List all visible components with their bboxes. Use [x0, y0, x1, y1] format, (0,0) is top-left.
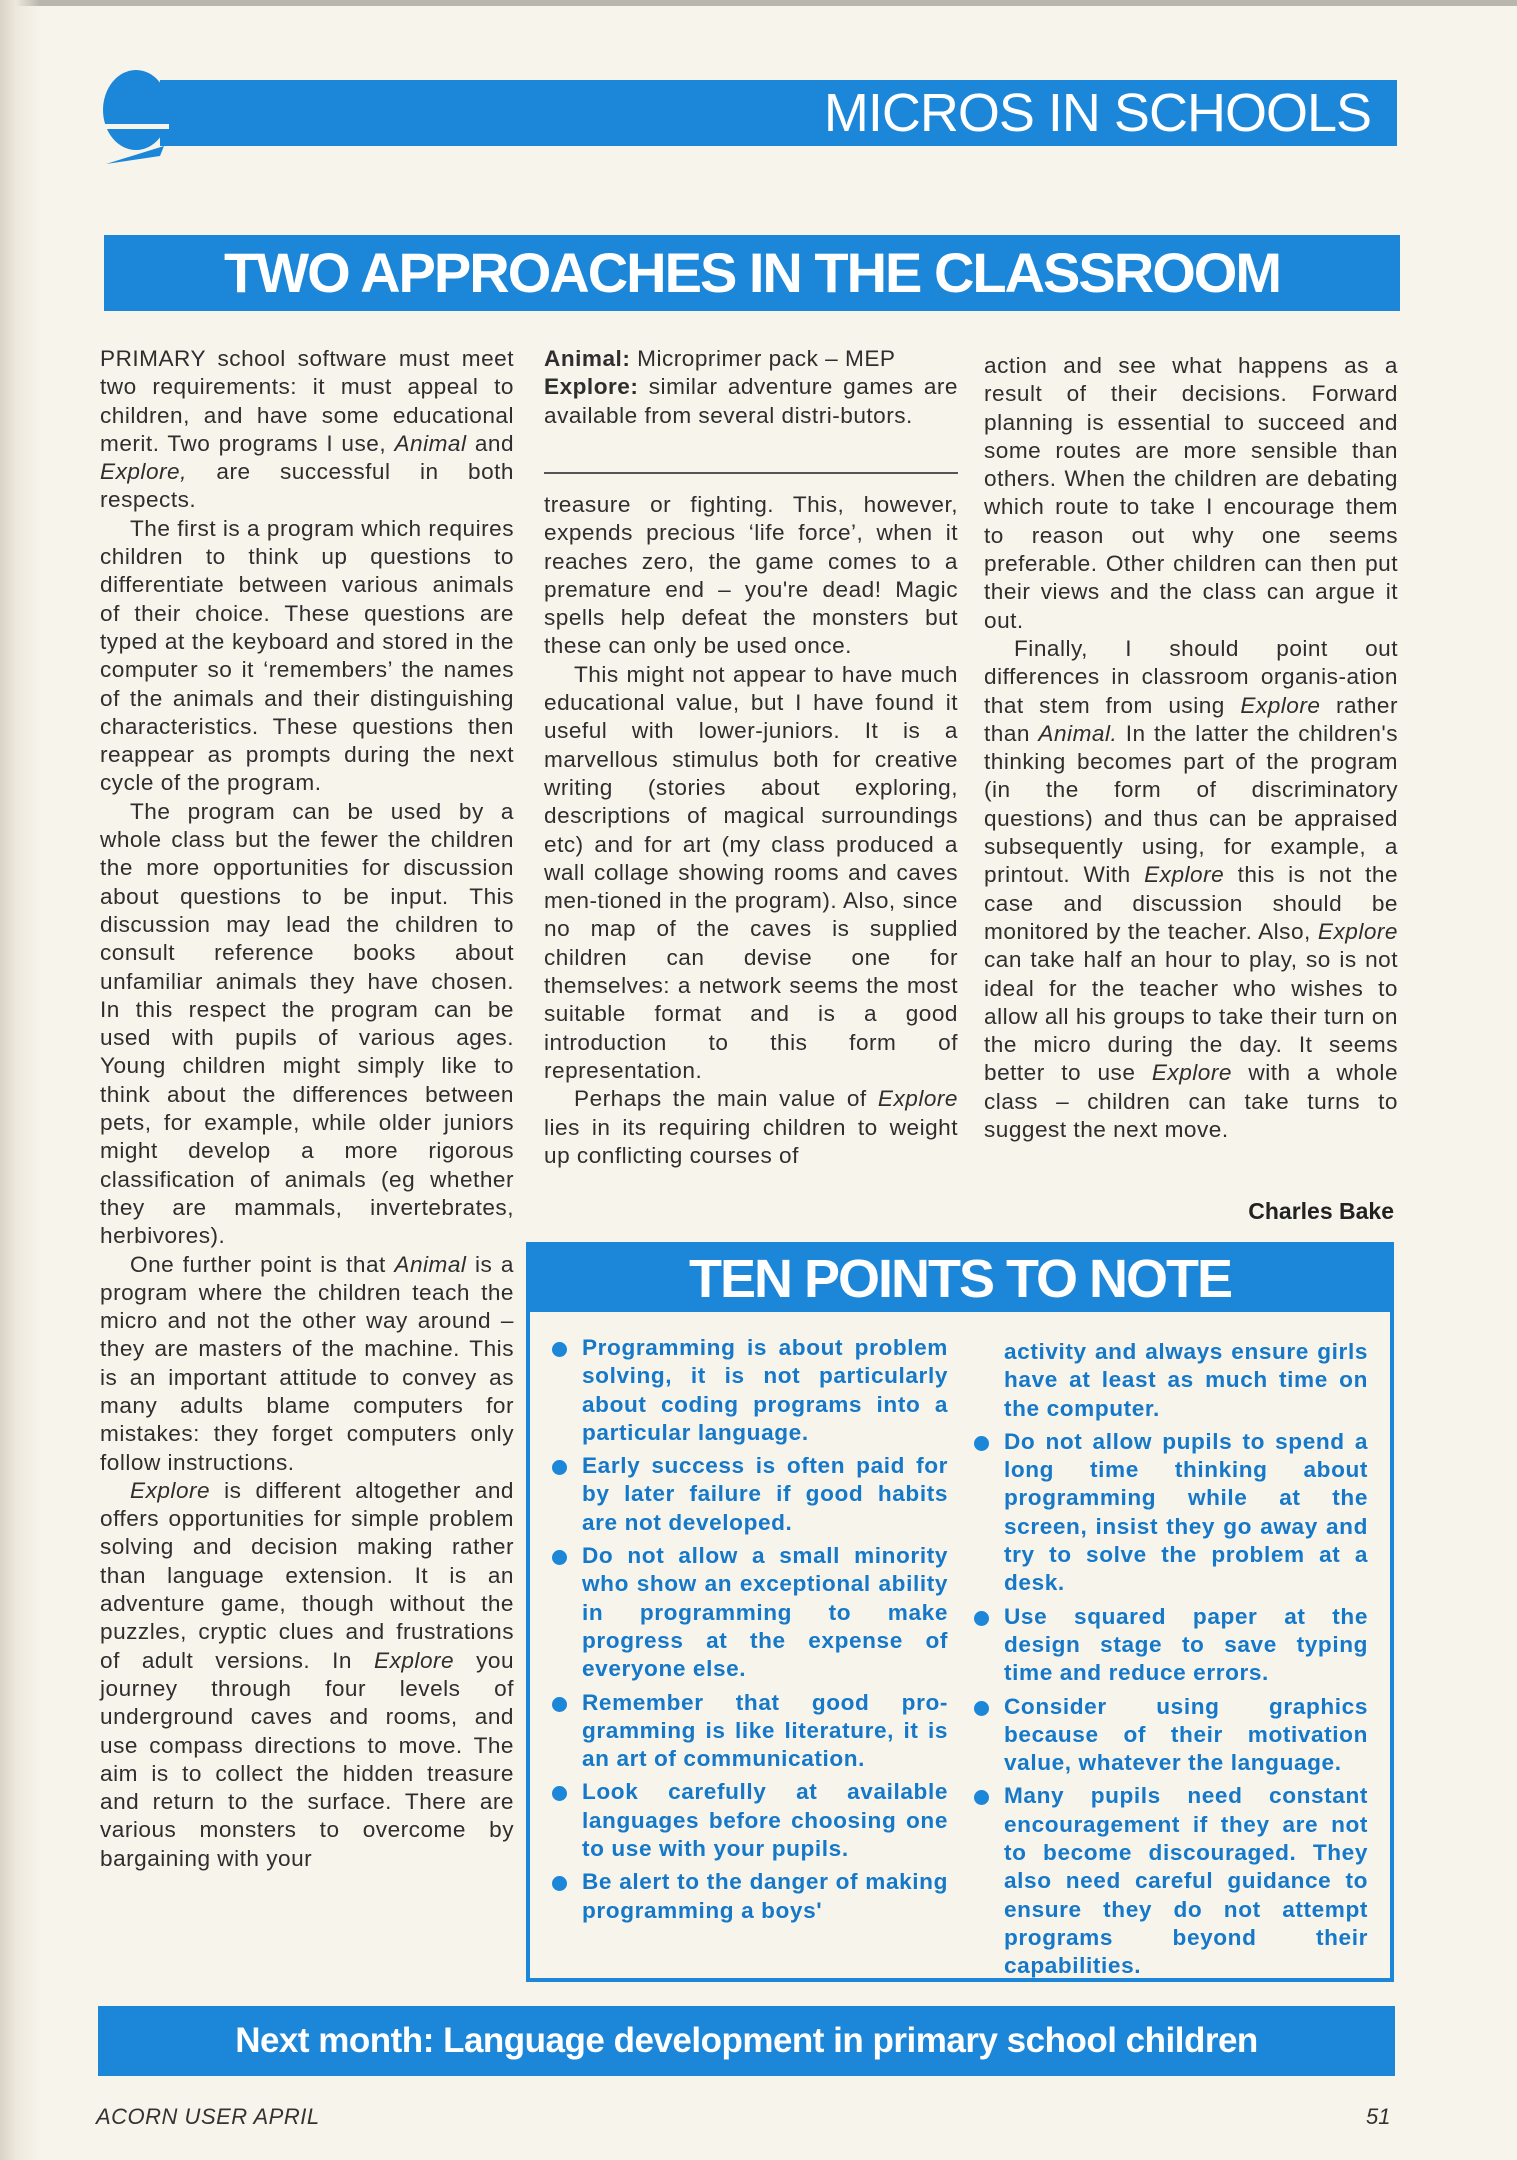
article-column-1: [100, 345, 514, 1873]
paragraph-decisions: action and see what happens as a result of their decisions. Forward planning is essential to succeed and some routes are more sensible than others. When the children are debating which route to take I encourage them to reason out why one seems preferable. Other children can then put their views and the class can argue it out.: [984, 353, 1398, 633]
text-run: rather than: [984, 692, 1398, 746]
point-text: Do not allow a small minority who show an exceptional ability in programming to make progress at the expense of everyone else.: [582, 1543, 948, 1682]
program-name: Animal: [394, 430, 467, 456]
point-text: Many pupils need constant encouragement if they are not to become discouraged. They also need careful guidance to ensure they do not attempt programs beyond their capabilities.: [1004, 1783, 1368, 1979]
point-text: Consider using graphics because of their motivation value, whatever the language.: [1004, 1693, 1368, 1776]
article-column-2: [544, 491, 958, 1170]
text-run: are successful in both respects.: [100, 459, 514, 513]
text-run: this is not the case and discussion should be monitored by the teacher. Also,: [984, 862, 1399, 944]
divider-rule: [544, 472, 958, 474]
points-list-right-items: [974, 1428, 1368, 1981]
article-column-3: [984, 352, 1398, 1144]
point-text: Remember that good pro-gramming is like literature, it is an art of communication.: [582, 1689, 948, 1772]
bullet-icon: [552, 1460, 567, 1475]
product-info: [544, 345, 958, 430]
program-name: Explore: [374, 1647, 455, 1673]
program-name: Explore: [1317, 918, 1398, 944]
text-run: One further point is that: [130, 1251, 386, 1277]
paragraph-organisation: [984, 635, 1398, 1144]
point-item: [552, 1778, 948, 1863]
product-label: Animal:: [544, 346, 631, 371]
paragraph-explore: [100, 1477, 514, 1873]
paragraph-treasure: treasure or fighting. This, however, expends precious ‘life force’, when it reaches zero, the game comes to a premature end – you're dead! Magic spells help defeat the monsters but these can only be used once.: [544, 492, 958, 659]
point-text: Do not allow pupils to spend a long time thinking about programming while at the screen, insist they go away and try to solve the problem at a desk.: [1004, 1428, 1368, 1596]
text-run: In the latter the children's thinking becomes part of the program (in the form of discriminatory questions) and thus can be appraised subsequently using, for example, a printout. With: [984, 720, 1399, 888]
ten-points-title: TEN POINTS TO NOTE: [688, 1249, 1232, 1309]
point-text: Programming is about problem solving, it is not particularly about coding programs into a particular language.: [582, 1335, 948, 1445]
paragraph-educational-value: This might not appear to have much educational value, but I have found it useful with lower-juniors. It is a marvellous stimulus both for creative writing (stories about exploring, descriptions of magical surroundings etc) and for art (my class produced a wall collage showing rooms and caves men-tioned in the program). Also, since no map of the caves is supplied children can devise one for themselves: a network seems the most suitable format and is a good introduction to this form of representation.: [544, 661, 958, 1083]
point-item: [974, 1428, 1368, 1598]
point-text: Use squared paper at the design stage to save typing time and reduce errors.: [1004, 1603, 1368, 1686]
product-animal: [544, 345, 958, 373]
article-headline: TWO APPROACHES IN THE CLASSROOM: [224, 241, 1280, 304]
point-item: [974, 1782, 1368, 1980]
program-name: Explore: [130, 1477, 211, 1503]
ten-points-header: [530, 1246, 1390, 1312]
program-name: Explore: [877, 1086, 958, 1112]
paragraph-intro: [100, 345, 514, 515]
product-explore: [544, 373, 958, 430]
product-text: similar adventure games are available from several distri-butors.: [544, 374, 958, 428]
program-name: Explore: [1144, 862, 1225, 888]
bullet-icon: [974, 1611, 989, 1626]
point-item: [552, 1542, 948, 1683]
program-name: Explore,: [100, 459, 187, 485]
bullet-icon: [552, 1697, 567, 1712]
acorn-logo-icon: [100, 60, 180, 172]
text-run: Finally, I should point out differences in classroom organis-ation that stem from using: [984, 635, 1398, 718]
text-run: Perhaps the main value of: [574, 1086, 867, 1112]
point-item: [552, 1452, 948, 1537]
bullet-icon: [552, 1876, 567, 1891]
section-title: MICROS IN SCHOOLS: [823, 83, 1371, 143]
paragraph-masters: [100, 1251, 514, 1477]
bullet-icon: [552, 1786, 567, 1801]
point-item: [552, 1689, 948, 1774]
text-run: lies in its requiring children to weight up conflicting courses of: [544, 1114, 958, 1168]
bullet-icon: [974, 1790, 989, 1805]
product-text: Microprimer pack – MEP: [637, 346, 896, 371]
points-list-left: [552, 1334, 948, 1930]
product-label: Explore:: [544, 374, 639, 400]
point-item: [552, 1868, 948, 1925]
point-text: Early success is often paid for by later failure if good habits are not developed.: [582, 1453, 948, 1535]
text-run: with a whole class – children can take turns to suggest the next move.: [984, 1060, 1399, 1143]
text-run: is a program where the children teach the micro and not the other way around – they are masters of the machine. This is an important attitude to convey as many adults blame computers for mistakes: they forget computers only follow instructions.: [100, 1251, 514, 1475]
point-item: [552, 1334, 948, 1447]
page-number: 51: [1366, 2104, 1391, 2129]
paragraph-animal-description: The first is a program which requires children to think up questions to differentiate between various animals of their choice. These questions are typed at the keyboard and stored in the computer so it ‘remembers’ the names of the animals and their distinguishing characteristics. These questions then reappear as prompts during the next cycle of the program.: [100, 515, 514, 796]
point-text: Look carefully at available languages before choosing one to use with your pupils.: [582, 1779, 948, 1862]
point-continuation: activity and always ensure girls have at least as much time on the computer.: [1004, 1339, 1368, 1421]
program-name: Animal: [394, 1251, 467, 1277]
paragraph-main-value: [544, 1085, 958, 1170]
point-item: [974, 1603, 1368, 1688]
text-run: you journey through four levels of underground caves and rooms, and use compass directions to move. The aim is to collect the hidden treasure and return to the surface. There are various monsters to overcome by bargaining with your: [100, 1647, 515, 1871]
program-name: Explore: [1151, 1060, 1232, 1086]
bullet-icon: [974, 1701, 989, 1716]
bullet-icon: [974, 1436, 989, 1451]
point-item: [974, 1693, 1368, 1778]
paragraph-class-use: The program can be used by a whole class but the fewer the children the more opportunities for discussion about questions to be input. This discussion may lead the children to consult reference books about unfamiliar animals they have chosen. In this respect the program can be used with pupils of various ages. Young children might simply like to think about the differences between pets, for example, while older juniors might develop a more rigorous classification of animals (eg whether they are mammals, invertebrates, herbivores).: [100, 798, 514, 1249]
section-header: [160, 80, 1397, 146]
text-run: can take half an hour to play, so is not ideal for the teacher who wishes to allow all his groups to take their turn on the micro during the day. It seems better to use: [984, 947, 1398, 1086]
text-run: and: [474, 430, 515, 456]
magazine-folio: ACORN USER APRIL: [96, 2104, 320, 2129]
bullet-icon: [552, 1342, 567, 1357]
points-list-right: [974, 1338, 1368, 1986]
point-text: Be alert to the danger of making programming a boys': [582, 1869, 948, 1923]
headline-banner: [104, 235, 1400, 311]
bullet-icon: [552, 1550, 567, 1565]
text-run: is different altogether and offers opportunities for simple problem solving and decision making rather than language extension. It is an adventure game, though without the puzzles, cryptic clues and frustrations of adult versions. In: [100, 1477, 514, 1673]
page-gutter: [0, 0, 40, 2160]
page-top-edge: [0, 0, 1517, 6]
next-month-banner: [98, 2006, 1395, 2076]
next-month-text: Next month: Language development in primary school children: [235, 2021, 1258, 2060]
text-run: PRIMARY school software must meet two requirements: it must appeal to children, and have some educational merit. Two programs I use,: [100, 346, 514, 456]
program-name: Animal.: [1038, 720, 1118, 746]
author-byline: Charles Bake: [1248, 1198, 1394, 1224]
program-name: Explore: [1240, 692, 1321, 718]
